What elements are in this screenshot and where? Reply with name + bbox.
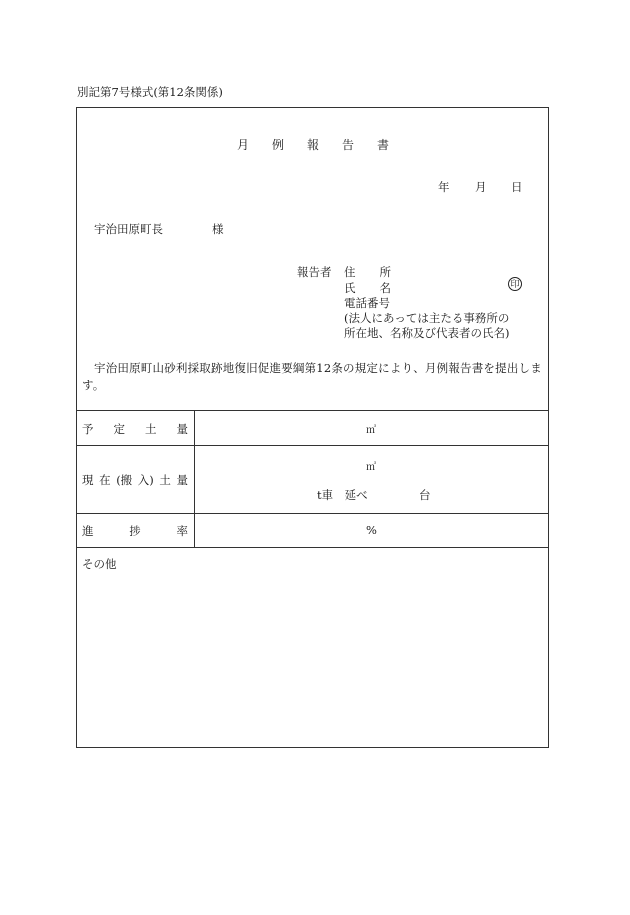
addressee-name: 宇治田原町長 [94,222,163,236]
reporter-address-label [344,264,391,280]
other-field[interactable] [80,572,545,744]
label-char: 定 [113,422,125,436]
reporter-note-line2: 所在地、名称及び代表者の氏名) [344,326,510,340]
seal-mark: 印 [508,277,522,291]
label-char: 現 [82,473,94,487]
planned-volume-unit[interactable]: ㎥ [366,425,376,436]
label-char: 量 [176,422,188,436]
other-label: その他 [82,557,117,571]
reporter-note-line1: (法人にあっては主たる事務所の [344,311,510,325]
label-char: 予 [82,422,94,436]
reporter-label: 報告者 [297,265,332,279]
planned-volume-label [82,421,188,437]
form-code: 別記第7号様式(第12条関係) [77,85,223,99]
title-char: 例 [271,138,284,152]
current-volume-unit[interactable]: ㎥ [366,462,376,473]
name-char: 名 [379,281,391,295]
table-divider [76,547,549,548]
title-char: 書 [376,138,389,152]
form-title [237,136,389,153]
reporter-phone-label: 電話番号 [344,296,390,310]
date-day[interactable]: 日 [511,180,523,194]
addressee-honorific: 様 [212,222,224,236]
reporter-name-label [344,280,391,296]
intro-text: 宇治田原町山砂利採取跡地復旧促進要綱第12条の規定により、月例報告書を提出します。 [82,361,542,392]
table-divider [76,410,549,411]
date-year[interactable]: 年 [438,180,450,194]
label-char: 土 [159,473,171,487]
title-char: 告 [341,138,354,152]
label-char: 率 [176,524,188,538]
label-char: 土 [145,422,157,436]
label-char: 量 [176,473,188,487]
table-column-divider [194,410,195,547]
title-char: 月 [237,138,250,152]
progress-rate-unit[interactable]: % [366,523,377,537]
address-char: 住 [344,265,356,279]
label-char: (搬 [116,473,133,487]
truck-count-label: t車 延べ [317,488,368,502]
progress-rate-label [82,523,188,539]
label-char: 捗 [129,524,141,538]
label-char: 在 [99,473,111,487]
table-divider [76,513,549,514]
date-month[interactable]: 月 [475,180,487,194]
label-char: 入) [137,473,154,487]
label-char: 進 [82,524,94,538]
title-char: 報 [306,138,319,152]
truck-count-unit[interactable]: 台 [419,488,431,502]
current-volume-label [82,472,188,488]
address-char: 所 [379,265,391,279]
name-char: 氏 [344,281,356,295]
table-divider [76,445,549,446]
